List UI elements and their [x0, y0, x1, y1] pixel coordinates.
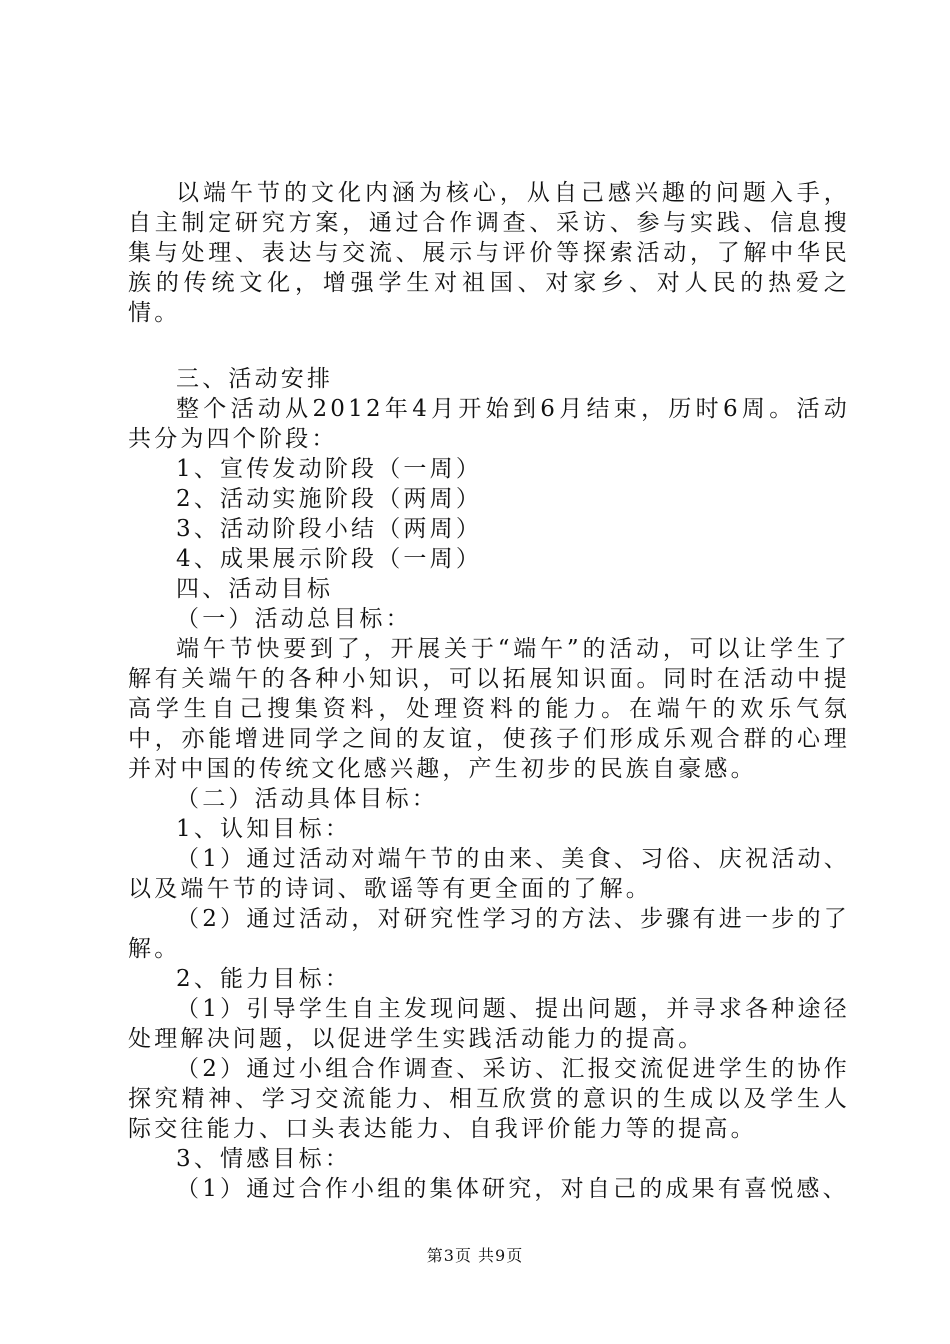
heading-activity-arrangement: 三、活动安排	[176, 366, 334, 392]
heading-emotion-goal: 3、情感目标：	[176, 1146, 352, 1172]
paragraph-overall-goal: 端午节快要到了，开展关于“端午”的活动，可以让学生了解有关端午的各种小知识，可以拓展知识面。同时在活动中提高学生自己搜集资料，处理资料的能力。在端午的欢乐气氛中，亦能增进同学之间的友谊，使孩子们形成乐观合群的心理并对中国的传统文化感兴趣，产生初步的民族自豪感。	[128, 636, 850, 782]
paragraph-ability-goal-2: （2）通过小组合作调查、采访、汇报交流促进学生的协作探究精神、学习交流能力、相互欣赏的意识的生成以及学生人际交往能力、口头表达能力、自我评价能力等的提高。	[128, 1056, 850, 1142]
paragraph-emotion-goal-1: （1）通过合作小组的集体研究，对自己的成果有喜悦感、	[176, 1176, 849, 1202]
list-item-stage-2: 2、活动实施阶段（两周）	[176, 486, 483, 512]
paragraph-cognitive-goal-2: （2）通过活动，对研究性学习的方法、步骤有进一步的了解。	[128, 906, 850, 962]
heading-cognitive-goal: 1、认知目标：	[176, 816, 352, 842]
document-body	[128, 178, 850, 1204]
list-item-stage-3: 3、活动阶段小结（两周）	[176, 516, 483, 542]
paragraph-cognitive-goal-1: （1）通过活动对端午节的由来、美食、习俗、庆祝活动、以及端午节的诗词、歌谣等有更全面的了解。	[128, 846, 850, 902]
paragraph-activity-schedule: 整个活动从2012年4月开始到6月结束，历时6周。活动共分为四个阶段：	[128, 396, 850, 452]
page-number-footer: 第3页 共9页	[426, 1246, 524, 1265]
heading-ability-goal: 2、能力目标：	[176, 966, 352, 992]
paragraph-goal-intro: 以端午节的文化内涵为核心，从自己感兴趣的问题入手，自主制定研究方案，通过合作调查、采访、参与实践、信息搜集与处理、表达与交流、展示与评价等探索活动，了解中华民族的传统文化，增强学生对祖国、对家乡、对人民的热爱之情。	[128, 180, 850, 326]
heading-activity-goals: 四、活动目标	[176, 576, 334, 602]
subheading-specific-goals: （二）活动具体目标：	[176, 786, 438, 812]
paragraph-gap	[128, 328, 850, 364]
list-item-stage-4: 4、成果展示阶段（一周）	[176, 546, 483, 572]
list-item-stage-1: 1、宣传发动阶段（一周）	[176, 456, 483, 482]
subheading-overall-goal: （一）活动总目标：	[176, 606, 412, 632]
paragraph-ability-goal-1: （1）引导学生自主发现问题、提出问题，并寻求各种途径处理解决问题，以促进学生实践活动能力的提高。	[128, 996, 850, 1052]
